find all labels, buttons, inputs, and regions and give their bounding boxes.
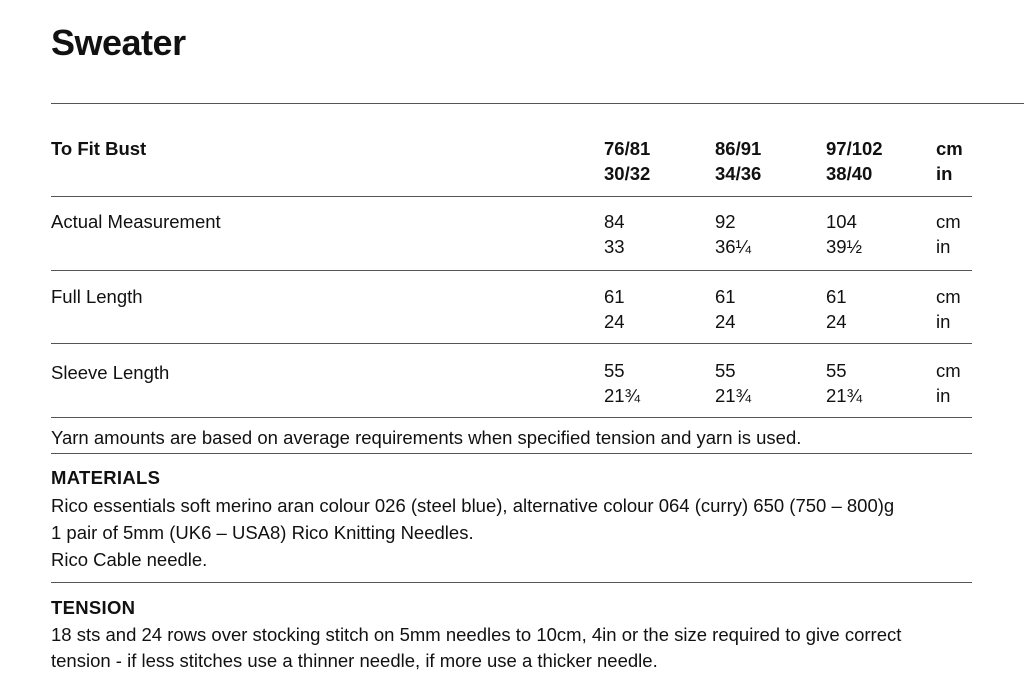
title-divider — [51, 103, 1024, 104]
header-label: To Fit Bust — [51, 138, 147, 159]
value-cm: 92 — [715, 211, 736, 232]
unit-cm: cm — [936, 360, 961, 381]
size-3-in: 38/40 — [826, 163, 873, 184]
materials-heading: MATERIALS — [51, 467, 161, 488]
value-cm: 55 — [826, 360, 847, 381]
materials-line: Rico essentials soft merino aran colour 026 (steel blue), alternative colour 064 (curry) 650 (750 – 800)g — [51, 495, 895, 516]
value-cm: 55 — [604, 360, 625, 381]
row-label: Sleeve Length — [51, 362, 170, 383]
section-divider — [51, 453, 972, 454]
unit-in: in — [936, 163, 953, 184]
table-divider — [51, 270, 972, 271]
size-3-cm: 97/102 — [826, 138, 883, 159]
unit-in: in — [936, 311, 951, 332]
materials-line: 1 pair of 5mm (UK6 – USA8) Rico Knitting Needles. — [51, 522, 474, 543]
value-cm: 61 — [715, 286, 736, 307]
tension-line: 18 sts and 24 rows over stocking stitch on 5mm needles to 10cm, 4in or the size required to give correct — [51, 624, 902, 645]
unit-cm: cm — [936, 286, 961, 307]
value-cm: 61 — [826, 286, 847, 307]
row-label: Actual Measurement — [51, 211, 221, 232]
value-cm: 104 — [826, 211, 857, 232]
value-in: 39½ — [826, 236, 863, 257]
size-2-in: 34/36 — [715, 163, 762, 184]
unit-cm: cm — [936, 211, 961, 232]
page-title: Sweater — [51, 22, 186, 63]
value-in: 24 — [604, 311, 625, 332]
value-in: 24 — [826, 311, 847, 332]
yarn-note: Yarn amounts are based on average requirements when specified tension and yarn is used. — [51, 427, 802, 448]
row-label: Full Length — [51, 286, 143, 307]
table-divider — [51, 343, 972, 344]
size-1-cm: 76/81 — [604, 138, 651, 159]
size-1-in: 30/32 — [604, 163, 651, 184]
tension-heading: TENSION — [51, 597, 136, 618]
value-in: 24 — [715, 311, 736, 332]
value-in: 21¾ — [715, 385, 752, 406]
value-in: 21¾ — [604, 385, 641, 406]
value-cm: 84 — [604, 211, 625, 232]
value-cm: 61 — [604, 286, 625, 307]
table-divider — [51, 417, 972, 418]
materials-line: Rico Cable needle. — [51, 549, 208, 570]
value-in: 36¼ — [715, 236, 752, 257]
value-in: 33 — [604, 236, 625, 257]
unit-in: in — [936, 236, 951, 257]
size-2-cm: 86/91 — [715, 138, 762, 159]
value-cm: 55 — [715, 360, 736, 381]
unit-cm: cm — [936, 138, 963, 159]
section-divider — [51, 582, 972, 583]
table-divider — [51, 196, 972, 197]
unit-in: in — [936, 385, 951, 406]
value-in: 21¾ — [826, 385, 863, 406]
tension-line: tension - if less stitches use a thinner needle, if more use a thicker needle. — [51, 650, 658, 671]
